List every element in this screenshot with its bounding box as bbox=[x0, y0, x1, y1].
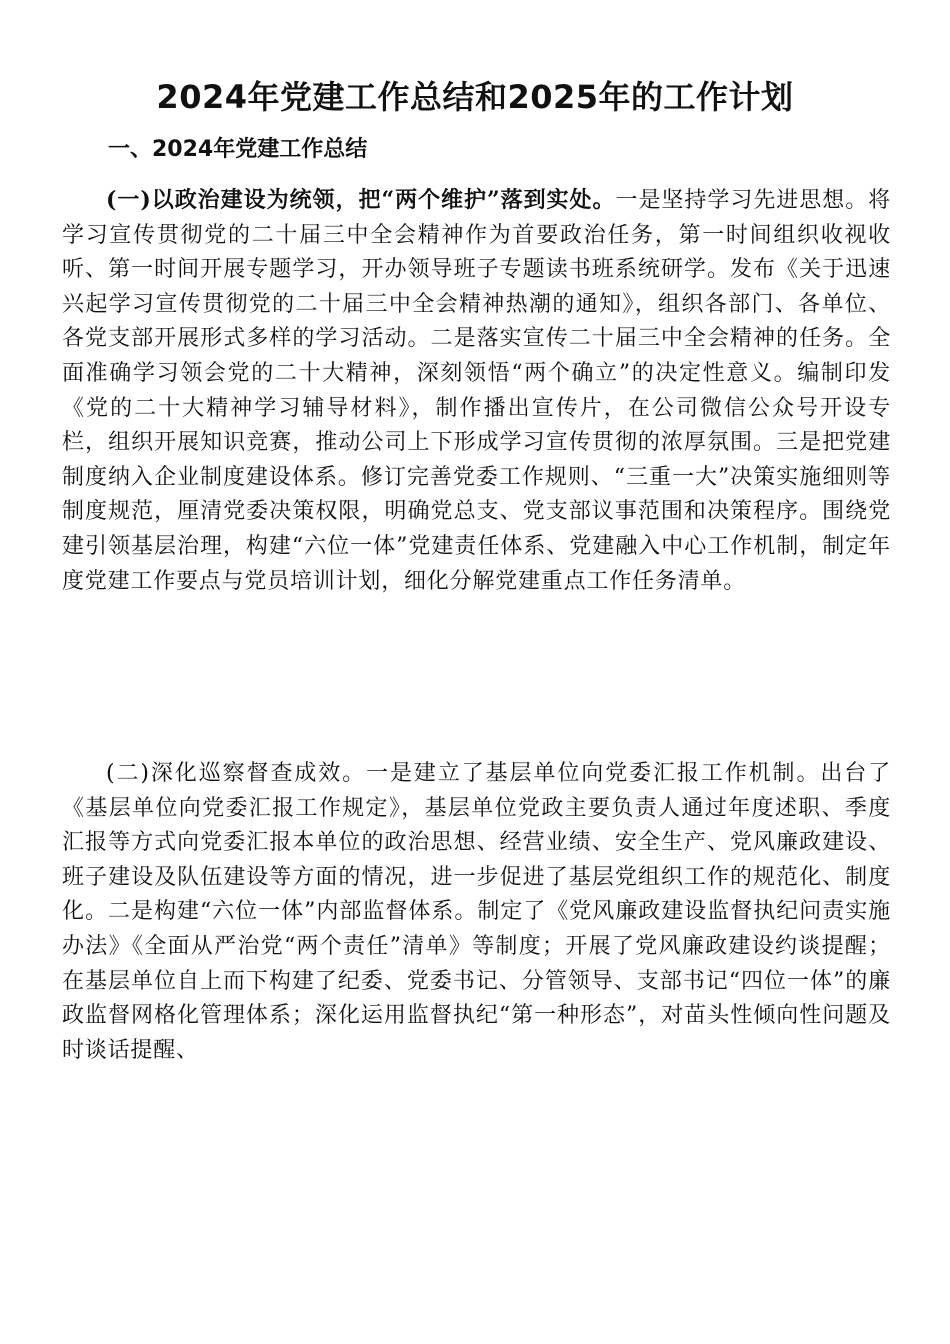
paragraph-lead: (一)以政治建设为统领，把“两个维护”落到实处。 bbox=[106, 187, 616, 213]
section-heading: 一、2024年党建工作总结 bbox=[108, 137, 368, 162]
document-title: 2024年党建工作总结和2025年的工作计划 bbox=[156, 78, 794, 116]
paragraph-political-building bbox=[62, 183, 891, 599]
paragraph-body: 一是建立了基层单位向党委汇报工作机制。出台了《基层单位向党委汇报工作规定》，基层单位党政主要负责人通过年度述职、季度汇报等方式向党委汇报本单位的政治思想、经营业绩、安全生产、党风廉政建设、班子建设及队伍建设等方面的情况，进一步促进了基层党组织工作的规范化、制度化。二是构建“六位一体”内部监督体系。制定了《党风廉政建设监督执纪问责实施办法》《全面从严治党“两个责任”清单》等制度；开展了党风廉政建设约谈提醒；在基层单位自上而下构建了纪委、党委书记、分管领导、支部书记“四位一体”的廉政监督网格化管理体系；深化运用监督执纪“第一种形态”，对苗头性倾向性问题及时谈话提醒、 bbox=[62, 761, 891, 1063]
paragraph-body: 一是坚持学习先进思想。将学习宣传贯彻党的二十届三中全会精神作为首要政治任务，第一时间组织收视收听、第一时间开展专题学习，开办领导班子专题读书班系统研学。发布《关于迅速兴起学习宣传贯彻党的二十届三中全会精神热潮的通知》，组织各部门、各单位、各党支部开展形式多样的学习活动。二是落实宣传二十届三中全会精神的任务。全面准确学习领会党的二十大精神，深刻领悟“两个确立”的决定性意义。编制印发《党的二十大精神学习辅导材料》，制作播出宣传片，在公司微信公众号开设专栏，组织开展知识竞赛，推动公司上下形成学习宣传贯彻的浓厚氛围。三是把党建制度纳入企业制度建设体系。修订完善党委工作规则、“三重一大”决策实施细则等制度规范，厘清党委决策权限，明确党总支、党支部议事范围和决策程序。围绕党建引领基层治理，构建“六位一体”党建责任体系、党建融入中心工作机制，制定年度党建工作要点与党员培训计划，细化分解党建重点工作任务清单。 bbox=[62, 188, 891, 594]
paragraph-inspection-supervision bbox=[62, 757, 891, 1068]
paragraph-lead: (二)深化巡察督查成效。 bbox=[106, 761, 367, 786]
